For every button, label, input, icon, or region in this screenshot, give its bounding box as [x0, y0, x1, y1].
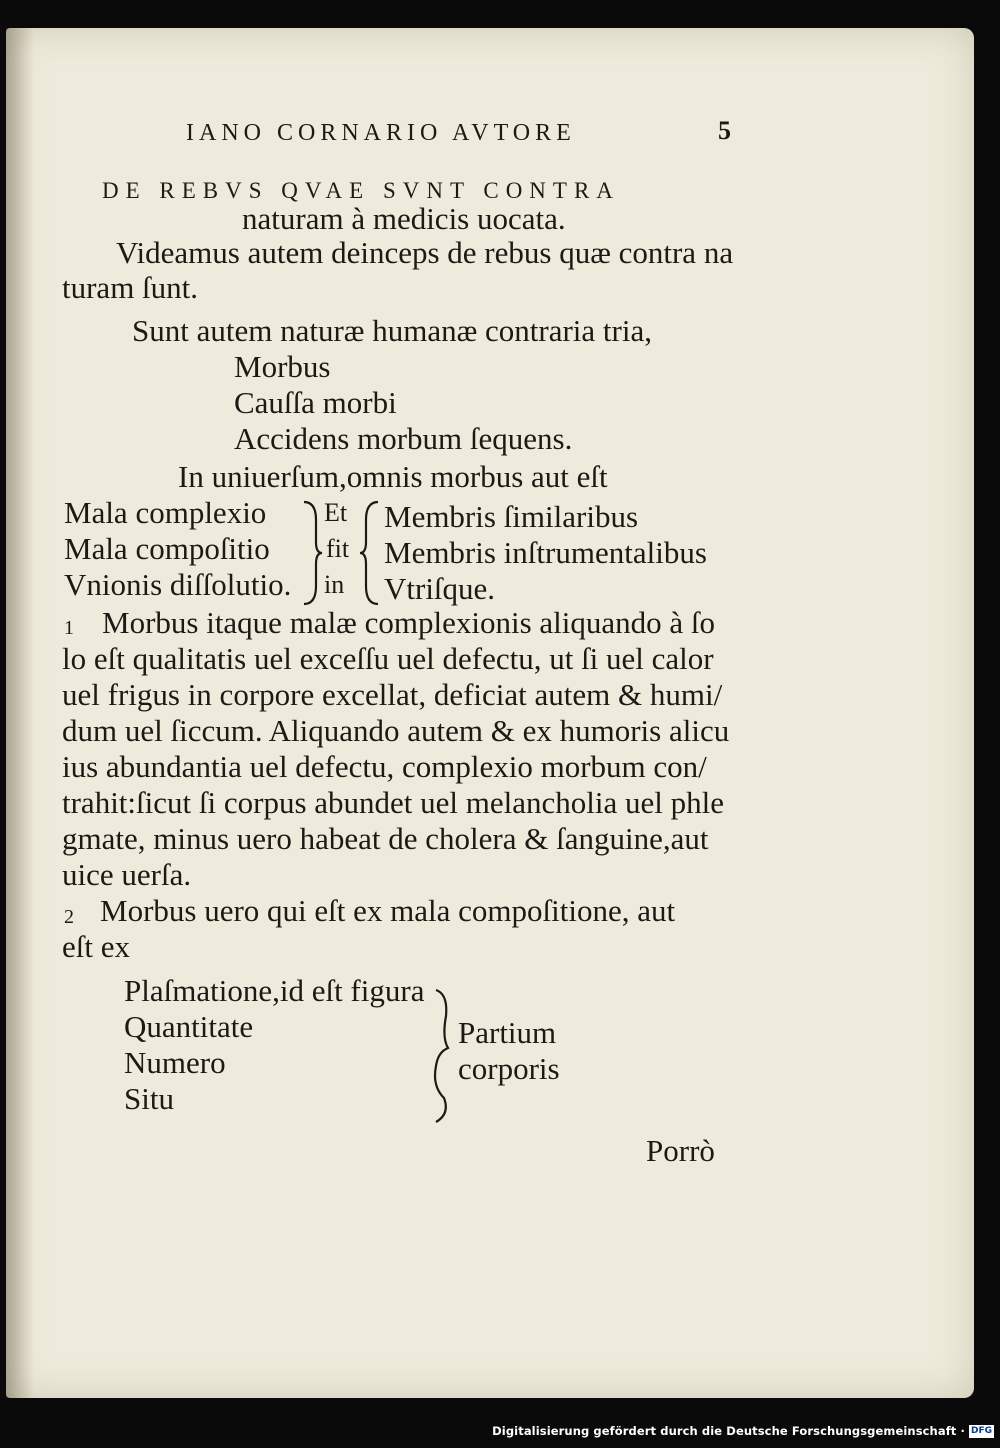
- composition-item: Quantitate: [124, 1009, 254, 1044]
- paragraph-line: trahit:ſicut ſi corpus abundet uel melancholia uel phle: [62, 785, 724, 820]
- table-left-item: Mala complexio: [64, 495, 267, 530]
- paragraph-line: uel frigus in corpore excellat, deficiat autem & humi/: [62, 677, 723, 712]
- composition-brace: [430, 986, 460, 1126]
- paragraph-line: lo eſt qualitatis uel exceſſu uel defectu, ut ſi uel calor: [62, 641, 714, 676]
- folio-number: 5: [718, 116, 731, 145]
- dfg-logo: DFG: [970, 1425, 992, 1436]
- contraries-lead: Sunt autem naturæ humanæ contraria tria,: [132, 313, 652, 348]
- catchword: Porrò: [646, 1133, 715, 1168]
- table-right-item: Membris ſimilaribus: [384, 499, 639, 534]
- book-page: [6, 28, 974, 1398]
- composition-item: Numero: [124, 1045, 226, 1080]
- paragraph-line: Morbus uero qui eſt ex mala compoſitione, aut: [100, 893, 676, 928]
- composition-item: Situ: [124, 1081, 174, 1116]
- intro-line-2: turam ſunt.: [62, 270, 199, 305]
- footer-credit: Digitalisierung gefördert durch die Deutsche Forschungsgemeinschaft ·: [492, 1424, 965, 1438]
- paragraph-line: uice uerſa.: [62, 857, 192, 892]
- table-middle-item: fit: [326, 534, 350, 563]
- paragraph-line: ius abundantia uel defectu, complexio morbum con/: [62, 749, 707, 784]
- contraries-item: Accidens morbum ſequens.: [234, 421, 573, 456]
- universal-statement: In uniuerſum,omnis morbus aut eſt: [178, 459, 608, 494]
- section-subheading: naturam à medicis uocata.: [242, 201, 566, 236]
- contraries-item: Morbus: [234, 349, 331, 384]
- left-brace: [302, 498, 324, 608]
- paragraph-number: 1: [64, 617, 74, 639]
- table-right-item: Vtriſque.: [384, 571, 496, 606]
- contraries-item: Cauſſa morbi: [234, 385, 397, 420]
- section-heading: DE REBVS QVAE SVNT CONTRA: [102, 178, 620, 203]
- paragraph-line: eſt ex: [62, 929, 130, 964]
- paragraph-line: dum uel ſiccum. Aliquando autem & ex humoris alicu: [62, 713, 730, 748]
- running-title: IANO CORNARIO AVTORE: [186, 120, 576, 146]
- digitization-footer: [0, 1418, 994, 1444]
- table-left-item: Vnionis diſſolutio.: [64, 567, 292, 602]
- table-right-item: Membris inſtrumentalibus: [384, 535, 707, 570]
- table-middle-item: Et: [324, 498, 348, 527]
- paragraph-number: 2: [64, 906, 74, 928]
- composition-item: Plaſmatione,id eſt figura: [124, 973, 425, 1008]
- table-middle-item: in: [324, 570, 345, 599]
- right-brace: [358, 498, 380, 608]
- table-left-item: Mala compoſitio: [64, 531, 270, 566]
- paragraph-line: Morbus itaque malæ complexionis aliquando à ſo: [102, 605, 716, 640]
- paragraph-line: gmate, minus uero habeat de cholera & ſanguine,aut: [62, 821, 709, 856]
- intro-line-1: Videamus autem deinceps de rebus quæ contra na: [116, 235, 734, 270]
- composition-result: corporis: [458, 1051, 560, 1086]
- composition-result: Partium: [458, 1015, 557, 1050]
